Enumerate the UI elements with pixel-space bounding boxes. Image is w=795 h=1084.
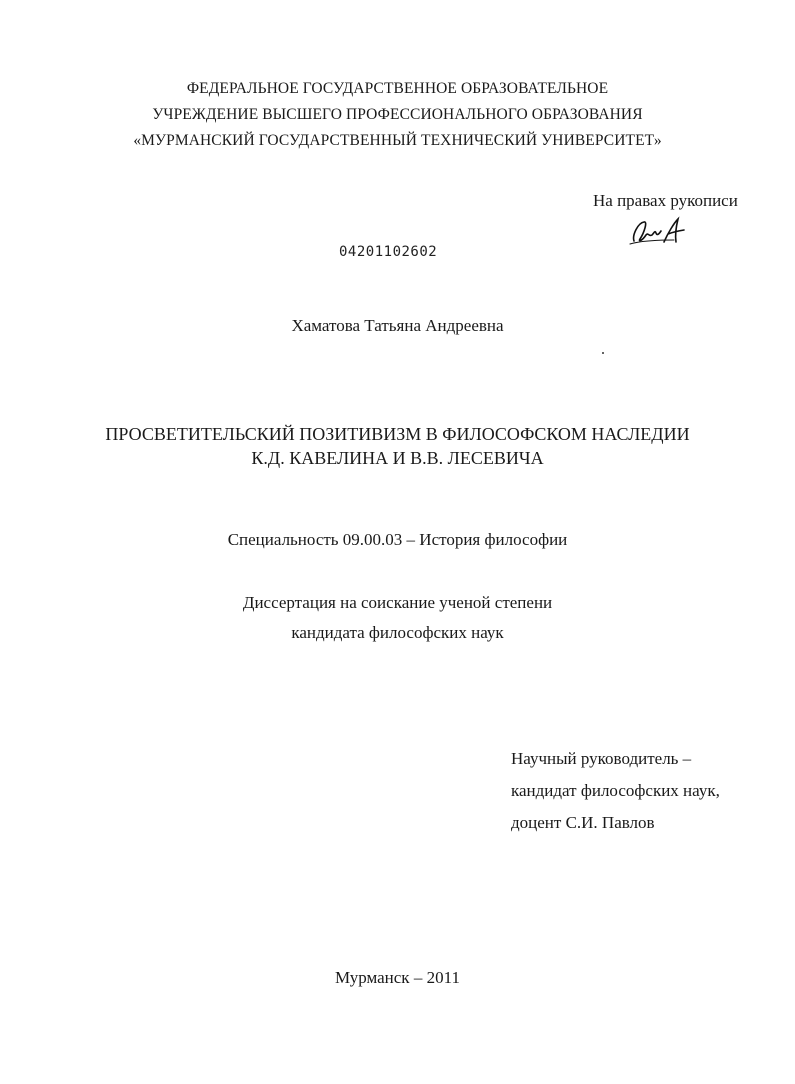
signature-icon (628, 215, 688, 249)
institution-line-2: УЧРЕЖДЕНИЕ ВЫСШЕГО ПРОФЕССИОНАЛЬНОГО ОБРАЗОВАНИЯ (152, 106, 643, 123)
supervisor-line-1: Научный руководитель – (511, 749, 692, 768)
author-name: Хаматова Татьяна Андреевна (291, 316, 504, 335)
supervisor-line-2: кандидат философских наук, (511, 781, 720, 800)
supervisor-line-3: доцент С.И. Павлов (511, 813, 655, 832)
catalog-number: 04201102602 (339, 244, 438, 260)
institution-line-1: ФЕДЕРАЛЬНОЕ ГОСУДАРСТВЕННОЕ ОБРАЗОВАТЕЛЬНОЕ (186, 80, 609, 97)
title-line-2: К.Д. КАВЕЛИНА И В.В. ЛЕСЕВИЧА (251, 448, 544, 468)
manuscript-note: На правах рукописи (593, 191, 738, 210)
supervisor-block (511, 743, 720, 839)
degree-line-2: кандидата философских наук (291, 623, 504, 642)
institution-line-3: «МУРМАНСКИЙ ГОСУДАРСТВЕННЫЙ ТЕХНИЧЕСКИЙ УНИВЕРСИТЕТ» (133, 132, 662, 149)
scan-speck (602, 352, 604, 354)
degree-line-1: Диссертация на соискание ученой степени (242, 593, 553, 612)
title-line-1: ПРОСВЕТИТЕЛЬСКИЙ ПОЗИТИВИЗМ В ФИЛОСОФСКОМ НАСЛЕДИИ (105, 424, 690, 444)
city-year: Мурманск – 2011 (335, 968, 460, 987)
specialty: Специальность 09.00.03 – История философии (227, 530, 568, 549)
